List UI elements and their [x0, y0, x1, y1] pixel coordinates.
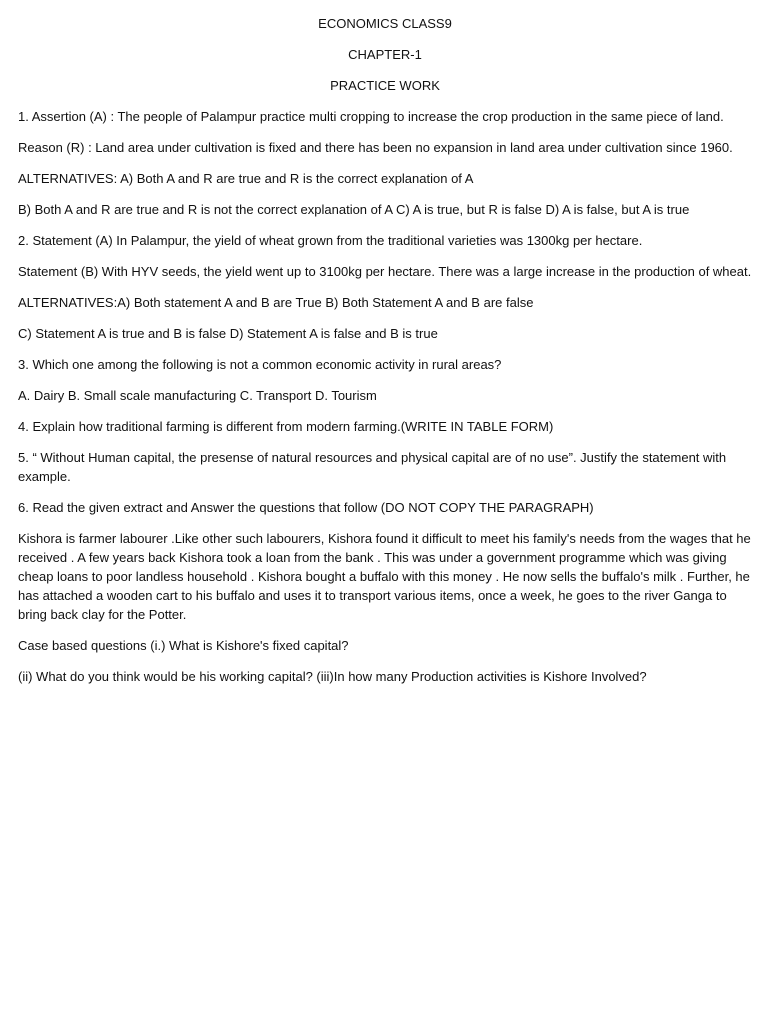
q1-alternatives-a: ALTERNATIVES: A) Both A and R are true and R is the correct explanation of A: [18, 171, 474, 186]
q1-assertion: 1. Assertion (A) : The people of Palampur practice multi cropping to increase the crop production in the same piece of land.: [18, 109, 724, 124]
case-extract-paragraph: Kishora is farmer labourer .Like other such labourers, Kishora found it difficult to meet his family's needs from the wages that he received . A few years back Kishora took a loan from the bank . This was under a government programme which was giving cheap loans to poor landless household . Kishora bought a buffalo with this money . He now sells the buffalo's milk . Further, he has attached a wooden cart to his buffalo and uses it to transport various items, once a week, he goes to the river Ganga to bring back clay for the Potter.: [18, 531, 751, 622]
q2-statement-a: 2. Statement (A) In Palampur, the yield of wheat grown from the traditional varieties was 1300kg per hectare.: [18, 233, 643, 248]
q4-question: 4. Explain how traditional farming is different from modern farming.(WRITE IN TABLE FORM): [18, 419, 554, 434]
q6-instruction: 6. Read the given extract and Answer the questions that follow (DO NOT COPY THE PARAGRAPH): [18, 500, 594, 515]
q3-options: A. Dairy B. Small scale manufacturing C. Transport D. Tourism: [18, 388, 377, 403]
practice-work-heading: PRACTICE WORK: [330, 78, 440, 93]
q1-reason: Reason (R) : Land area under cultivation is fixed and there has been no expansion in land area under cultivation since 1960.: [18, 140, 733, 155]
case-question-i: Case based questions (i.) What is Kishore's fixed capital?: [18, 638, 349, 653]
document-title: ECONOMICS CLASS9: [318, 16, 452, 31]
q1-alternatives-bcd: B) Both A and R are true and R is not the correct explanation of A C) A is true, but R is false D) A is false, but A is true: [18, 202, 690, 217]
q2-alternatives-ab: ALTERNATIVES:A) Both statement A and B are True B) Both Statement A and B are false: [18, 295, 534, 310]
document-page: [18, 14, 752, 698]
q5-question: 5. “ Without Human capital, the presense of natural resources and physical capital are of no use”. Justify the statement with example.: [18, 450, 727, 484]
q2-statement-b: Statement (B) With HYV seeds, the yield went up to 3100kg per hectare. There was a large increase in the production of wheat.: [18, 264, 752, 279]
case-questions-ii-iii: (ii) What do you think would be his working capital? (iii)In how many Production activities is Kishore Involved?: [18, 669, 647, 684]
q2-alternatives-cd: C) Statement A is true and B is false D) Statement A is false and B is true: [18, 326, 438, 341]
chapter-heading: CHAPTER-1: [348, 47, 422, 62]
q3-question: 3. Which one among the following is not a common economic activity in rural areas?: [18, 357, 502, 372]
